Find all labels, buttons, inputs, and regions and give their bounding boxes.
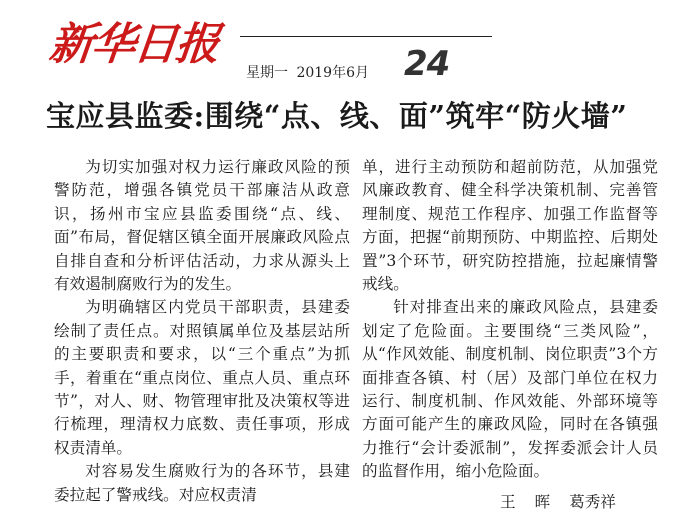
page-number: 24 [404,44,450,84]
article-headline: 宝应县监委:围绕“点、线、面”筑牢“防火墙” [46,99,628,133]
paragraph: 对容易发生腐败行为的各环节，县建委拉起了警戒线。对应权责清 [54,462,350,504]
paragraph: 为切实加强对权力运行廉政风险的预警防范，增强各镇党员干部廉洁从政意识，扬州市宝应县监委围绕“点、线、面”布局，督促辖区镇全面开展廉政风险点自排自查和分析评估活动，力求从源头上有效遏制腐败行为的发生。 [54,158,350,294]
paragraph: 为明确辖区内党员干部职责，县建委绘制了责任点。对照镇属单位及基层站所的主要职责和要求，以“三个重点”为抓手，着重在“重点岗位、重点人员、重点环节”，对人、财、物管理审批及决策权等进行梳理，理清权力底数、责任事项，形成权责清单。 [54,298,350,457]
newspaper-masthead: 新华日报 [46,19,221,70]
article-column-right [362,156,658,484]
article-byline: 王 晖 葛秀祥 [500,493,616,511]
dateline: 星期一 2019年6月 [246,65,369,81]
paragraph-continued: 单，进行主动预防和超前防范，从加强党风廉政教育、健全科学决策机制、完善管理制度、规范工作程序、加强工作监督等方面，把握“前期预防、中期监控、后期处置”3个环节，研究防控措施，拉起廉情警戒线。 [362,158,658,294]
masthead-rule [240,36,492,37]
paragraph: 针对排查出来的廉政风险点，县建委划定了危险面。主要围绕“三类风险”，从“作风效能、制度机制、岗位职责”3个方面排查各镇、村（居）及部门单位在权力运行、制度机制、作风效能、外部环境等方面可能产生的廉政风险，同时在各镇强力推行“会计委派制”，发挥委派会计人员的监督作用，缩小危险面。 [362,298,658,481]
article-column-left [54,156,350,507]
